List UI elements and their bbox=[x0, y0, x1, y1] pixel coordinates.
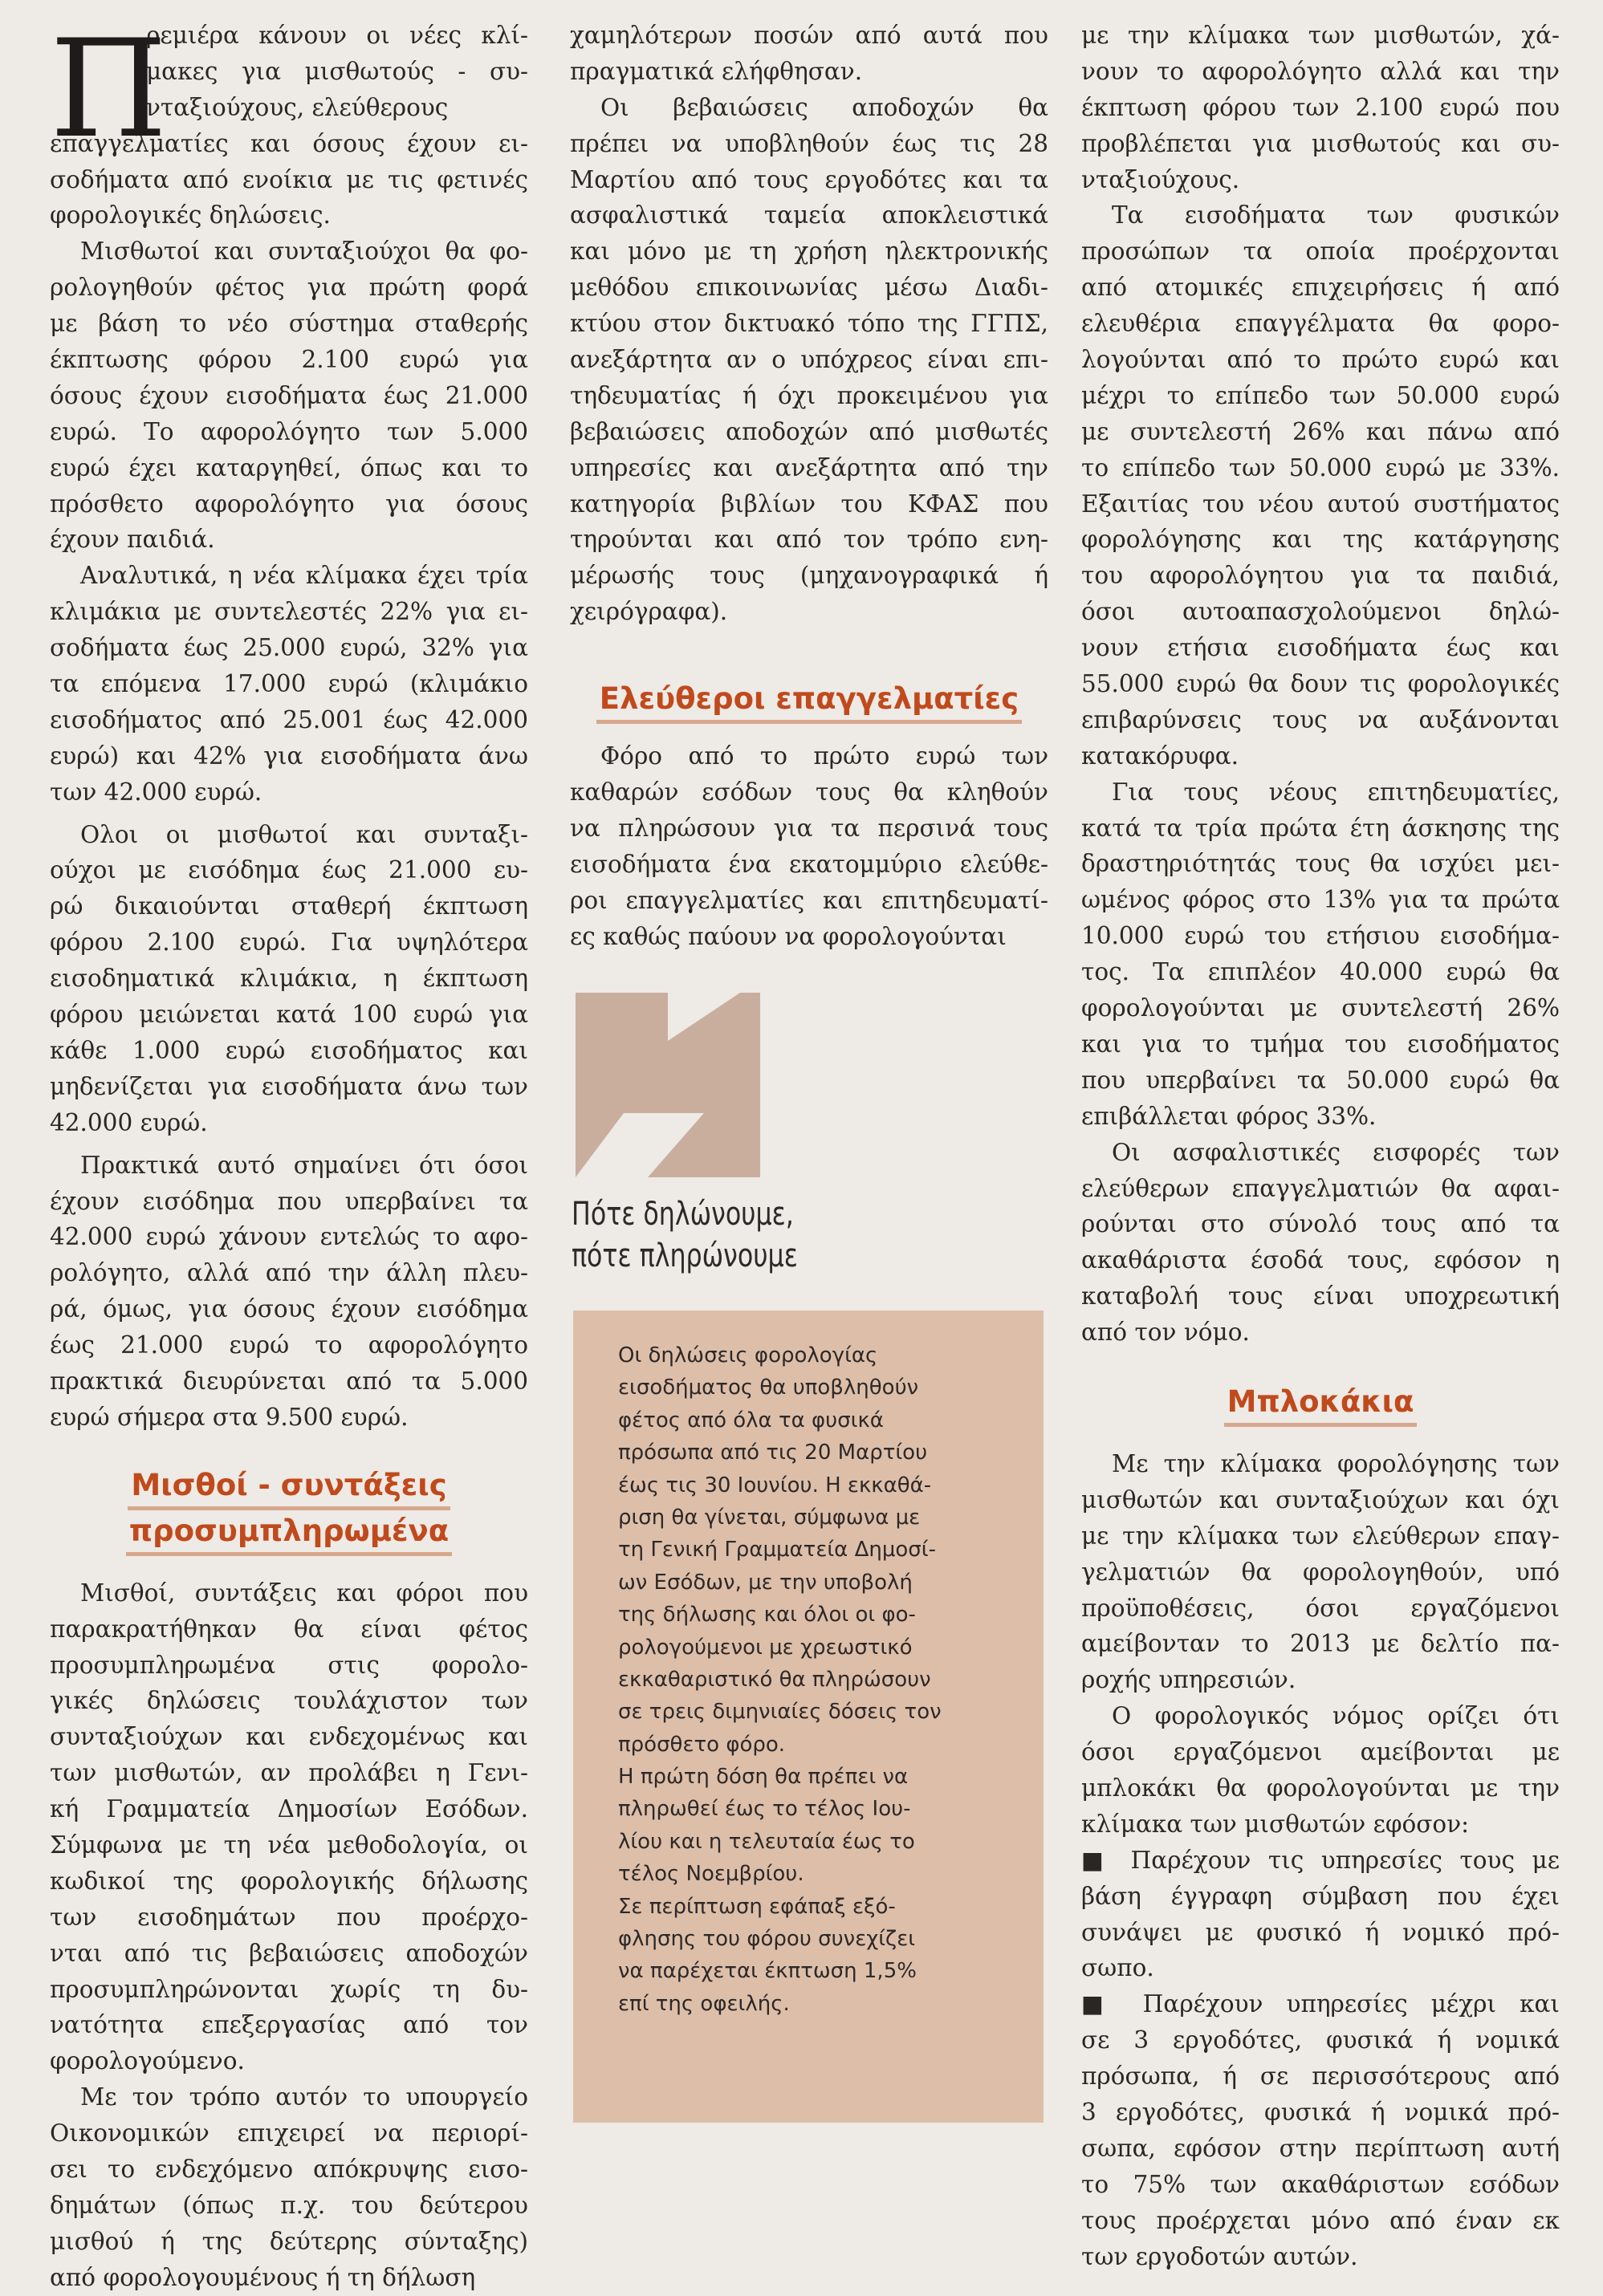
text-line: τα επόμενα 17.000 ευρώ (κλιμάκιο bbox=[50, 670, 528, 698]
text-line: προσυμπληρώνονται χωρίς τη δυ- bbox=[50, 1975, 528, 2003]
text-line: έχουν παιδιά. bbox=[50, 526, 215, 554]
text-line: και για το τμήμα του εισοδήματος bbox=[1081, 1030, 1560, 1058]
text-line: σε τρεις διμηνιαίες δόσεις τον bbox=[618, 1700, 942, 1725]
text-line: προϋποθέσεις, όσοι εργαζόμενοι bbox=[1081, 1594, 1560, 1622]
text-line: κτύου στον δικτυακό τόπο της ΓΓΠΣ, bbox=[570, 310, 1048, 338]
text-line: 10.000 ευρώ του ετήσιου εισοδήμα- bbox=[1081, 922, 1560, 950]
text-line: νουν το αφορολόγητο αλλά και την bbox=[1081, 57, 1560, 85]
text-line: φορολογούμενο. bbox=[50, 2047, 245, 2075]
paragraph bbox=[570, 738, 1048, 954]
text-line: ελεύθερων επαγγελματιών θα αφαι- bbox=[1081, 1174, 1560, 1202]
text-line: Αναλυτικά, η νέα κλίμακα έχει τρία bbox=[80, 562, 528, 590]
paragraph bbox=[1081, 1446, 1560, 1698]
sidebox-text bbox=[618, 1339, 1013, 2020]
sidebox-title-line: Πότε δηλώνουμε, bbox=[572, 1196, 794, 1233]
text-line: Σε περίπτωση εφάπαξ εξό- bbox=[618, 1894, 896, 1919]
paragraph bbox=[570, 90, 1048, 630]
text-line: όσους έχουν εισοδήματα έως 21.000 bbox=[50, 381, 528, 409]
paragraph bbox=[1081, 197, 1560, 774]
text-line: και μόνο με τη χρήση ηλεκτρονικής bbox=[570, 238, 1048, 266]
text-line: πραγματικά ελήφθησαν. bbox=[570, 57, 863, 85]
text-line: Ο φορολογικός νόμος ορίζει ότι bbox=[1112, 1702, 1560, 1730]
subhead-blocks bbox=[1081, 1381, 1560, 1427]
text-line: δραστηριότητάς τους θα ισχύει μει- bbox=[1081, 850, 1560, 878]
text-line: επί της οφειλής. bbox=[618, 1991, 790, 2016]
text-line: σει το ενδεχόμενο απόκρυψης εισο- bbox=[50, 2155, 528, 2183]
text-line: έχουν εισόδημα που υπερβαίνει τα bbox=[50, 1187, 528, 1215]
text-line: ωμένος φόρος στο 13% για τα πρώτα bbox=[1081, 886, 1560, 914]
text-line: κλιμάκια με συντελεστές 22% για ει- bbox=[50, 598, 528, 626]
text-line: παρακρατήθηκαν θα είναι φέτος bbox=[50, 1615, 528, 1643]
text-line: των εργοδοτών αυτών. bbox=[1081, 2242, 1358, 2270]
sidebox-title-line: πότε πληρώνουμε bbox=[572, 1237, 798, 1274]
text-line: ρά, όμως, για όσους έχουν εισόδημα bbox=[50, 1295, 528, 1323]
text-line: 55.000 ευρώ θα δουν τις φορολογικές bbox=[1081, 670, 1560, 698]
text-line: το επίπεδο των 50.000 ευρώ με 33%. bbox=[1081, 453, 1560, 482]
text-line: χαμηλότερων ποσών από αυτά που bbox=[570, 22, 1048, 49]
text-line: λίου και η τελευταία έως το bbox=[618, 1829, 915, 1854]
text-line: προσυμπληρωμένα στις φορολο- bbox=[50, 1651, 528, 1679]
text-line: ρολόγητο, αλλά από την άλλη πλευ- bbox=[50, 1259, 528, 1287]
sidebox bbox=[573, 1311, 1044, 2123]
text-line: με συντελεστή 26% και πάνω από bbox=[1081, 417, 1560, 445]
text-line: επιβάλλεται φόρος 33%. bbox=[1081, 1102, 1377, 1130]
text-line: με την κλίμακα των μισθωτών, χά- bbox=[1081, 22, 1560, 49]
text-line: του αφορολόγητου για τα παιδιά, bbox=[1081, 562, 1560, 590]
text-line: χειρόγραφα). bbox=[570, 598, 728, 626]
bullet-paragraph bbox=[1081, 1986, 1560, 2274]
text-line: κατακόρυφα. bbox=[1081, 742, 1239, 770]
text-line: κατά τα τρία πρώτα έτη άσκησης της bbox=[1081, 814, 1560, 842]
text-line: που υπερβαίνει τα 50.000 ευρώ θα bbox=[1081, 1066, 1560, 1094]
text-line: Οικονομικών επιχειρεί να περιορί- bbox=[50, 2119, 528, 2148]
text-line: ευρώ σήμερα στα 9.500 ευρώ. bbox=[50, 1403, 409, 1431]
text-line: Πρακτικά αυτό σημαίνει ότι όσοι bbox=[80, 1151, 528, 1179]
text-line: Με την κλίμακα φορολόγησης των bbox=[1112, 1449, 1560, 1477]
paragraph bbox=[570, 18, 1048, 90]
text-line: 3 εργοδότες, φυσικά ή νομικά πρό- bbox=[1081, 2098, 1560, 2126]
text-line: της δήλωσης και όλοι οι φο- bbox=[618, 1603, 916, 1628]
text-line: υπηρεσίες και ανεξάρτητα από την bbox=[570, 453, 1048, 482]
text-line: σοδήματα από ενοίκια με τις φετινές bbox=[50, 165, 528, 193]
text-line: εισοδήματος θα υποβληθούν bbox=[618, 1376, 919, 1400]
text-line: εκκαθαριστικό θα πληρώσουν bbox=[618, 1667, 931, 1692]
text-line: Μαρτίου από τους εργοδότες και τα bbox=[570, 165, 1048, 193]
text-line: τέλος Νοεμβρίου. bbox=[618, 1862, 804, 1887]
text-line: αμείβονταν το 2013 με δελτίο πα- bbox=[1081, 1630, 1560, 1658]
text-line: των εισοδημάτων που προέρχο- bbox=[50, 1903, 528, 1931]
subhead-line: Ελεύθεροι επαγγελματίες bbox=[596, 678, 1022, 724]
text-line: επιβαρύνσεις τους να αυξάνονται bbox=[1081, 705, 1560, 734]
text-line: φορολογούνται με συντελεστή 26% bbox=[1081, 994, 1560, 1022]
text-line: εισοδηματικά κλιμάκια, η έκπτωση bbox=[50, 965, 528, 993]
text-line: κή Γραμματεία Δημοσίων Εσόδων. bbox=[50, 1795, 528, 1823]
text-line: ■ Παρέχουν τις υπηρεσίες τους με bbox=[1081, 1846, 1560, 1874]
text-line: φόρου μειώνεται κατά 100 ευρώ για bbox=[50, 1001, 528, 1029]
text-line: τος. Τα επιπλέον 40.000 ευρώ θα bbox=[1081, 958, 1560, 986]
text-line: πρόσωπα, ή σε περισσότερους από bbox=[1081, 2062, 1560, 2091]
text-line: φέτος από όλα τα φυσικά bbox=[618, 1408, 884, 1432]
text-line: σωπο. bbox=[1081, 1954, 1154, 1982]
text-line: ευρώ. Το αφορολόγητο των 5.000 bbox=[50, 417, 528, 445]
text-line: Εξαιτίας του νέου αυτού συστήματος bbox=[1081, 490, 1560, 518]
article-column-1 bbox=[50, 10, 528, 2296]
text-line: ων Εσόδων, με την υποβολή bbox=[618, 1570, 913, 1595]
text-line: σοδήματα έως 25.000 ευρώ, 32% για bbox=[50, 634, 528, 662]
text-line: των 42.000 ευρώ. bbox=[50, 778, 262, 806]
text-line: πρακτικά διευρύνεται από τα 5.000 bbox=[50, 1367, 528, 1395]
text-line: ακαθάριστα έσοδά τους, εφόσον η bbox=[1081, 1246, 1560, 1274]
text-line: με την κλίμακα των ελεύθερων επαγ- bbox=[1081, 1522, 1560, 1550]
subhead-salaries bbox=[50, 1465, 528, 1556]
paragraph bbox=[50, 1148, 528, 1436]
arrow-graphic-icon bbox=[576, 993, 760, 1177]
text-line: ούχοι με εισόδημα έως 21.000 ευ- bbox=[50, 856, 528, 884]
text-line: βάση έγγραφη σύμβαση που έχει bbox=[1081, 1882, 1560, 1910]
text-line: Φόρο από το πρώτο ευρώ των bbox=[600, 742, 1048, 770]
text-line: Με τον τρόπο αυτόν το υπουργείο bbox=[80, 2083, 528, 2111]
text-line: σε 3 εργοδότες, φυσικά ή νομικά bbox=[1081, 2026, 1560, 2054]
text-line: από τον νόμο. bbox=[1081, 1319, 1250, 1347]
text-line: ελευθέρια επαγγέλματα θα φορο- bbox=[1081, 310, 1560, 338]
text-line: εισοδήματος από 25.001 έως 42.000 bbox=[50, 705, 528, 734]
text-line: νταξιούχους, ελεύθερους bbox=[146, 93, 449, 121]
text-line: τηδευματίας ή όχι προκειμένου για bbox=[570, 381, 1048, 409]
text-line: τους προέρχεται μόνο από έναν εκ bbox=[1081, 2206, 1560, 2234]
paragraph bbox=[50, 1575, 528, 2079]
text-line: 42.000 ευρώ χάνουν εντελώς το αφο- bbox=[50, 1223, 528, 1251]
text-line: να πληρώσουν για τα περσινά τους bbox=[570, 814, 1048, 842]
text-line: προσώπων τα οποία προέρχονται bbox=[1081, 238, 1560, 266]
text-line: γικές δηλώσεις τουλάχιστον των bbox=[50, 1687, 528, 1715]
text-line: Οι ασφαλιστικές εισφορές των bbox=[1112, 1138, 1560, 1166]
text-line: ευρώ) και 42% για εισοδήματα άνω bbox=[50, 742, 528, 770]
text-line: πρόσθετο φόρο. bbox=[618, 1732, 786, 1757]
text-line: νουν ετήσια εισοδήματα έως και bbox=[1081, 634, 1560, 662]
text-line: κλίμακα των μισθωτών εφόσον: bbox=[1081, 1810, 1470, 1838]
paragraph bbox=[50, 2079, 528, 2295]
text-line: έκπτωση φόρου των 2.100 ευρώ που bbox=[1081, 93, 1560, 121]
paragraph bbox=[1081, 774, 1560, 1135]
text-line: ρώ δικαιούνται σταθερή έκπτωση bbox=[50, 892, 528, 920]
subhead-line: Μισθοί - συντάξεις bbox=[128, 1465, 450, 1510]
text-line: ρούνται στο σύνολό τους από τα bbox=[1081, 1210, 1560, 1238]
paragraph bbox=[1081, 18, 1560, 197]
article-column-3 bbox=[1081, 18, 1560, 2274]
text-line: όσοι εργαζόμενοι αμείβονται με bbox=[1081, 1738, 1560, 1766]
text-line: κατηγορία βιβλίων του ΚΦΑΣ που bbox=[570, 490, 1048, 518]
text-line: μισθωτών και συνταξιούχων και όχι bbox=[1081, 1485, 1560, 1514]
text-line: ριση θα γίνεται, σύμφωνα με bbox=[618, 1505, 921, 1530]
text-line: όσοι αυτοαπασχολούμενοι δηλώ- bbox=[1081, 598, 1560, 626]
text-line: πρέπει να υποβληθούν έως τις 28 bbox=[570, 129, 1048, 157]
text-line: επαγγελματίες και όσους έχουν ει- bbox=[50, 129, 528, 157]
text-line: μεθόδου επικοινωνίας μέσω Διαδι- bbox=[570, 274, 1048, 302]
text-line: νταξιούχους. bbox=[1081, 165, 1240, 193]
text-line: μπλοκάκι θα φορολογούνται με την bbox=[1081, 1774, 1560, 1802]
text-line: από ατομικές επιχειρήσεις ή από bbox=[1081, 274, 1560, 302]
text-line: κωδικοί της φορολογικής δήλωσης bbox=[50, 1867, 528, 1895]
text-line: σωπα, εφόσον στην περίπτωση αυτή bbox=[1081, 2134, 1560, 2162]
text-line: νατότητα επεξεργασίας από τον bbox=[50, 2011, 528, 2039]
paragraph bbox=[50, 234, 528, 558]
paragraph bbox=[50, 817, 528, 1141]
text-line: τη Γενική Γραμματεία Δημοσί- bbox=[618, 1538, 936, 1562]
text-line: να παρέχεται έκπτωση 1,5% bbox=[618, 1959, 917, 1984]
text-line: τηρούνται και από τον τρόπο ενη- bbox=[570, 526, 1048, 554]
text-line: Μισθοί, συντάξεις και φόροι που bbox=[80, 1579, 528, 1607]
text-line: Μισθωτοί και συνταξιούχοι θα φο- bbox=[80, 238, 528, 266]
text-line: φορολόγησης και της κατάργησης bbox=[1081, 526, 1560, 554]
text-line: φορολογικές δηλώσεις. bbox=[50, 201, 331, 230]
text-line: Για τους νέους επιτηδευματίες, bbox=[1112, 778, 1560, 806]
subhead-freelancers bbox=[570, 678, 1048, 724]
text-line: ευρώ έχει καταργηθεί, όπως και το bbox=[50, 453, 528, 482]
text-line: μακες για μισθωτούς - συ- bbox=[146, 57, 528, 85]
text-line: μέχρι το επίπεδο των 50.000 ευρώ bbox=[1081, 381, 1560, 409]
subhead-line: προσυμπληρωμένα bbox=[126, 1510, 452, 1556]
text-line: Οι δηλώσεις φορολογίας bbox=[618, 1343, 878, 1367]
text-line: δημάτων (όπως π.χ. του δεύτερου bbox=[50, 2191, 528, 2219]
drop-cap: Π bbox=[50, 10, 168, 168]
text-line: ■ Παρέχουν υπηρεσίες μέχρι και bbox=[1081, 1990, 1560, 2018]
text-line: κάθε 1.000 ευρώ εισοδήματος και bbox=[50, 1036, 528, 1064]
text-line: ρεμιέρα κάνουν οι νέες κλί- bbox=[146, 22, 528, 49]
text-line: εισοδήματα ένα εκατομμύριο ελεύθε- bbox=[570, 850, 1048, 878]
text-line: ασφαλιστικά ταμεία αποκλειστικά bbox=[570, 201, 1048, 230]
text-line: έκπτωσης φόρου 2.100 ευρώ για bbox=[50, 346, 528, 374]
text-line: μηδενίζεται για εισοδήματα άνω των bbox=[50, 1072, 528, 1100]
text-line: ρολογούμενοι με χρεωστικό bbox=[618, 1635, 913, 1660]
text-line: μέρωσής τους (μηχανογραφικά ή bbox=[570, 562, 1048, 590]
text-line: συνταξιούχων και ενδεχομένως και bbox=[50, 1723, 528, 1751]
text-line: έως 21.000 ευρώ το αφορολόγητο bbox=[50, 1331, 528, 1359]
text-line: Τα εισοδήματα των φυσικών bbox=[1112, 201, 1560, 230]
text-line: Ολοι οι μισθωτοί και συνταξι- bbox=[80, 820, 528, 848]
text-line: έως τις 30 Ιουνίου. Η εκκαθά- bbox=[618, 1473, 932, 1497]
text-line: ες καθώς παύουν να φορολογούνται bbox=[570, 922, 1007, 950]
text-line: νται από τις βεβαιώσεις αποδοχών bbox=[50, 1939, 528, 1967]
sidebox-title bbox=[572, 1193, 854, 1277]
text-line: πρόσθετο αφορολόγητο για όσους bbox=[50, 490, 528, 518]
text-line: καταβολή τους είναι υποχρεωτική bbox=[1081, 1282, 1560, 1311]
text-line: 42.000 ευρώ. bbox=[50, 1108, 208, 1136]
text-line: ανεξάρτητα αν ο υπόχρεος είναι επι- bbox=[570, 346, 1048, 374]
text-line: με βάση το νέο σύστημα σταθερής bbox=[50, 310, 528, 338]
text-line: Οι βεβαιώσεις αποδοχών θα bbox=[600, 93, 1048, 121]
text-line: βεβαιώσεις αποδοχών από μισθωτές bbox=[570, 417, 1048, 445]
text-line: πρόσωπα από τις 20 Μαρτίου bbox=[618, 1441, 928, 1465]
text-line: προβλέπεται για μισθωτούς και συ- bbox=[1081, 129, 1560, 157]
text-line: συνάψει με φυσικό ή νομικό πρό- bbox=[1081, 1918, 1560, 1946]
text-line: Σύμφωνα με τη νέα μεθοδολογία, οι bbox=[50, 1831, 528, 1859]
text-line: καθαρών εσόδων τους θα κληθούν bbox=[570, 778, 1048, 807]
text-line: Η πρώτη δόση θα πρέπει να bbox=[618, 1765, 909, 1790]
text-line: το 75% των ακαθάριστων εσόδων bbox=[1081, 2170, 1560, 2198]
text-line: πληρωθεί έως το τέλος Ιου- bbox=[618, 1797, 911, 1822]
text-line: μισθού ή της δεύτερης σύνταξης) bbox=[50, 2227, 528, 2255]
subhead-line: Μπλοκάκια bbox=[1224, 1381, 1418, 1427]
text-line: γελματιών θα φορολογηθούν, υπό bbox=[1081, 1558, 1560, 1586]
text-line: ροχής υπηρεσιών. bbox=[1081, 1666, 1296, 1694]
text-line: ροι επαγγελματίες και επιτηδευματί- bbox=[570, 886, 1048, 914]
text-line: ρολογηθούν φέτος για πρώτη φορά bbox=[50, 274, 528, 302]
text-line: από φορολογουμένους ή τη δήλωση bbox=[50, 2263, 476, 2291]
text-line: των μισθωτών, αν προλάβει η Γενι- bbox=[50, 1759, 528, 1787]
article-column-2 bbox=[570, 18, 1048, 954]
bullet-paragraph bbox=[1081, 1843, 1560, 1987]
paragraph bbox=[1081, 1135, 1560, 1351]
paragraph bbox=[1081, 1698, 1560, 1843]
text-line: λογούνται από το πρώτο ευρώ και bbox=[1081, 346, 1560, 374]
paragraph bbox=[50, 558, 528, 810]
text-line: φόρου 2.100 ευρώ. Για υψηλότερα bbox=[50, 929, 528, 957]
text-line: φλησης του φόρου συνεχίζει bbox=[618, 1927, 916, 1952]
